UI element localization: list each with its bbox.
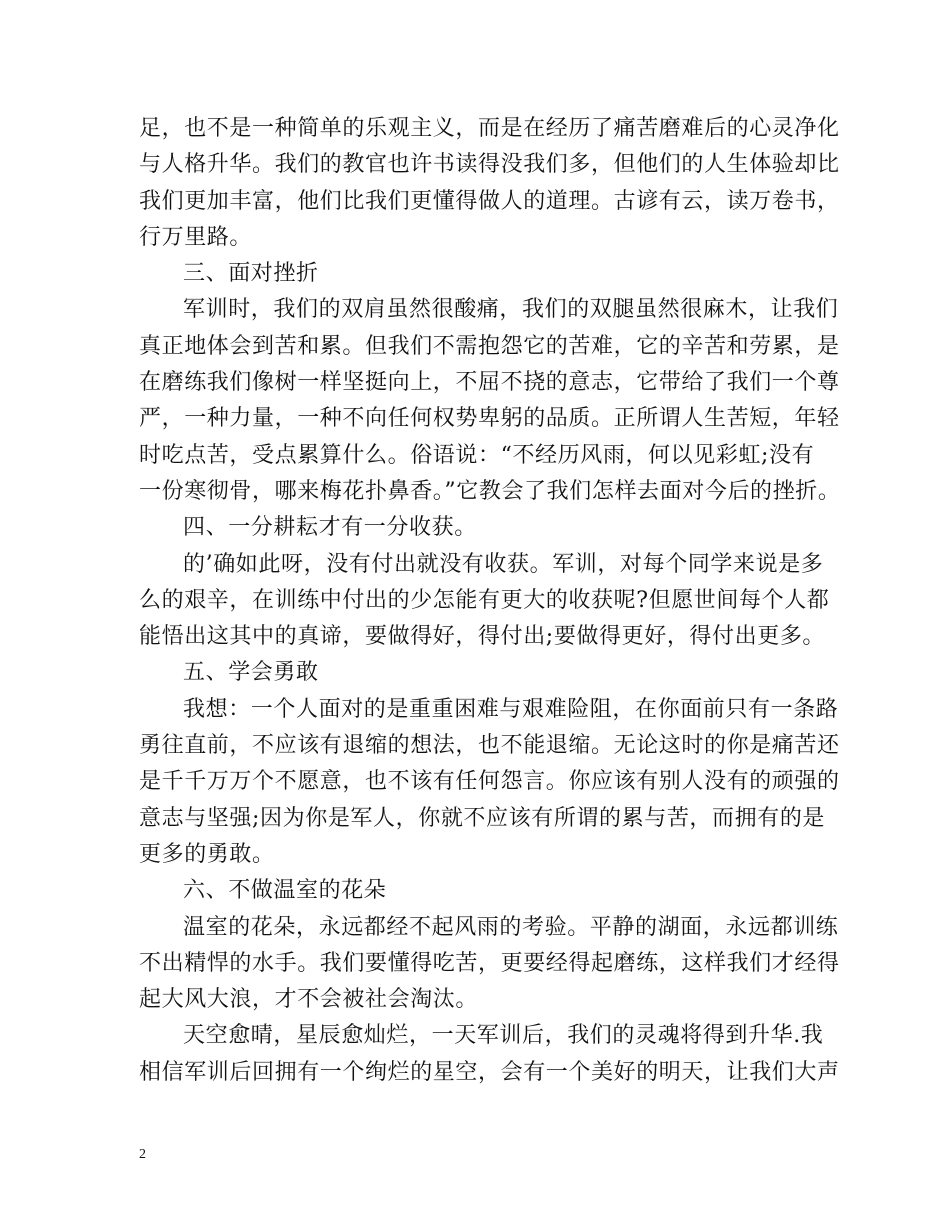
text-line: 在磨练我们像树一样坚挺向上，不屈不挠的意志，它带给了我们一个尊	[139, 370, 840, 396]
text-line: 能悟出这其中的真谛，要做得好，得付出;要做得更好，得付出更多。	[139, 624, 826, 650]
text-line: 我想：一个人面对的是重重困难与艰难险阻，在你面前只有一条路	[183, 696, 839, 722]
text-line: 意志与坚强;因为你是军人，你就不应该有所谓的累与苦，而拥有的是	[139, 805, 826, 831]
text-line: 足，也不是一种简单的乐观主义，而是在经历了痛苦磨难后的心灵净化	[139, 116, 840, 141]
text-line: 六、不做温室的花朵	[183, 878, 387, 904]
text-line: 行万里路。	[139, 224, 253, 250]
text-line: 真正地体会到苦和累。但我们不需抱怨它的苦难，它的辛苦和劳累，是	[139, 333, 840, 359]
text-line: 军训时，我们的双肩虽然很酸痛，我们的双腿虽然很麻木，让我们	[183, 297, 839, 323]
text-line: 温室的花朵，永远都经不起风雨的考验。平静的湖面，永远都训练	[183, 914, 839, 940]
text-line: 么的艰辛，在训练中付出的少怎能有更大的收获呢?但愿世间每个人都	[139, 587, 830, 613]
text-line: 三、面对挫折	[183, 261, 319, 287]
text-line: 四、一分耕耘才有一分收获。	[183, 515, 477, 541]
text-line: 时吃点苦，受点累算什么。俗语说：“不经历风雨，何以见彩虹;没有	[139, 442, 815, 468]
text-line: 相信军训后回拥有一个绚烂的星空，会有一个美好的明天，让我们大声	[139, 1059, 840, 1085]
text-line: 起大风大浪，才不会被社会淘汰。	[139, 987, 479, 1013]
text-line: 是千千万万个不愿意，也不该有任何怨言。你应该有别人没有的顽强的	[139, 769, 840, 795]
text-line: 不出精悍的水手。我们要懂得吃苦，更要经得起磨练，这样我们才经得	[139, 950, 840, 976]
page-number: 2	[139, 1147, 146, 1162]
text-line: 一份寒彻骨，哪来梅花扑鼻香。”它教会了我们怎样去面对今后的挫折。	[139, 478, 841, 504]
text-line: 五、学会勇敢	[183, 660, 319, 686]
text-line: 我们更加丰富，他们比我们更懂得做人的道理。古谚有云，读万卷书，	[139, 188, 840, 214]
body-text	[139, 111, 841, 1091]
text-line: 与人格升华。我们的教官也许书读得没我们多，但他们的人生体验却比	[139, 152, 840, 178]
text-line: 天空愈晴，星辰愈灿烂，一天军训后，我们的灵魂将得到升华.我	[183, 1023, 824, 1049]
text-line: 更多的勇敢。	[139, 841, 275, 867]
text-line: 的’确如此呀，没有付出就没有收获。军训，对每个同学来说是多	[183, 551, 824, 577]
text-line: 严，一种力量，一种不向任何权势卑躬的品质。正所谓人生苦短，年轻	[139, 406, 840, 432]
text-line: 勇往直前，不应该有退缩的想法，也不能退缩。无论这时的你是痛苦还	[139, 733, 840, 759]
